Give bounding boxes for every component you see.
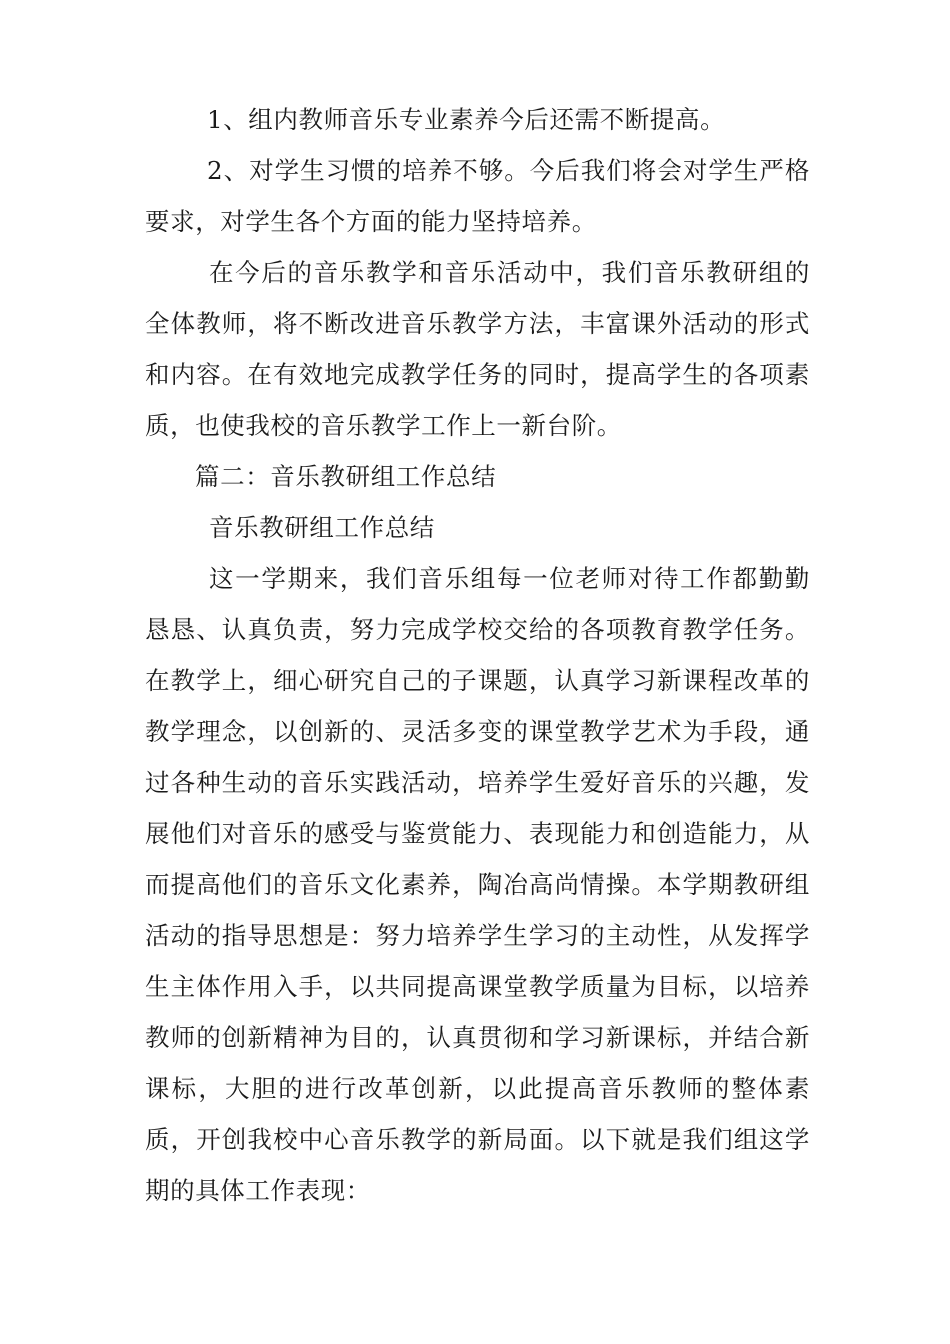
document-body (145, 94, 810, 1216)
paragraph-item-2: 2、对学生习惯的培养不够。今后我们将会对学生严格要求，对学生各个方面的能力坚持培养。 (145, 156, 810, 236)
paragraph-closing: 在今后的音乐教学和音乐活动中，我们音乐教研组的全体教师，将不断改进音乐教学方法，丰富课外活动的形式和内容。在有效地完成教学任务的同时，提高学生的各项素质，也使我校的音乐教学工作上一新台阶。 (145, 258, 810, 440)
paragraph-item-1: 1、组内教师音乐专业素养今后还需不断提高。 (207, 105, 726, 134)
paragraph-summary: 这一学期来，我们音乐组每一位老师对待工作都勤勤恳恳、认真负责，努力完成学校交给的各项教育教学任务。在教学上，细心研究自己的子课题，认真学习新课程改革的教学理念，以创新的、灵活多变的课堂教学艺术为手段，通过各种生动的音乐实践活动，培养学生爱好音乐的兴趣，发展他们对音乐的感受与鉴赏能力、表现能力和创造能力，从而提高他们的音乐文化素养，陶冶高尚情操。本学期教研组活动的指导思想是：努力培养学生学习的主动性，从发挥学生主体作用入手，以共同提高课堂教学质量为目标，以培养教师的创新精神为目的，认真贯彻和学习新课标，并结合新课标，大胆的进行改革创新，以此提高音乐教师的整体素质，开创我校中心音乐教学的新局面。以下就是我们组这学期的具体工作表现： (145, 564, 810, 1205)
section-title: 音乐教研组工作总结 (209, 513, 435, 542)
section-heading: 篇二：音乐教研组工作总结 (195, 462, 497, 491)
